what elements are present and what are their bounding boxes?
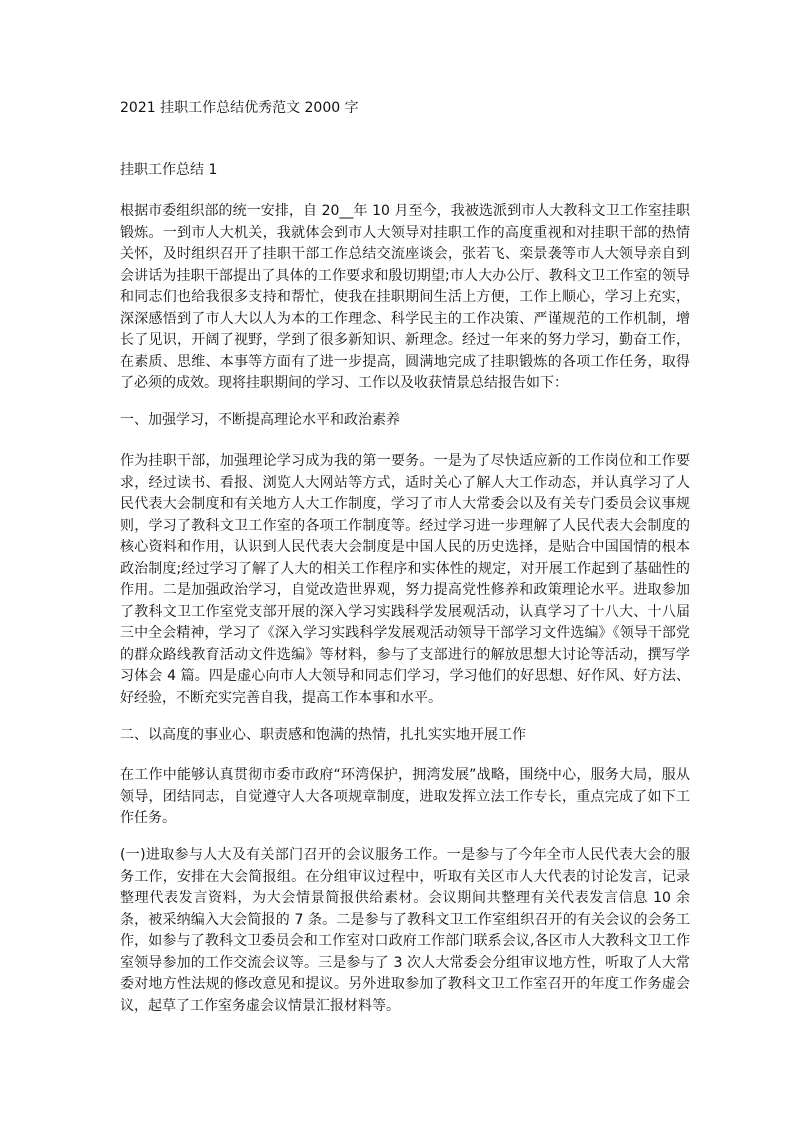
document-title: 2021 挂职工作总结优秀范文 2000 字 xyxy=(120,100,359,116)
paragraph-study: 作为挂职干部，加强理论学习成为我的第一要务。一是为了尽快适应新的工作岗位和工作要求，经过读书、看报、浏览人大网站等方式，适时关心了解人大工作动态，并认真学习了人民代表大会制度和有关地方人大工作制度，学习了市人大常委会以及有关专门委员会议事规则，学习了教科文卫工作室的各项工作制度等。经过学习进一步理解了人民代表大会制度的核心资料和作用，认识到人民代表大会制度是中国人民的历史选择，是贴合中国国情的根本政治制度;经过学习了解了人大的相关工作程序和实体性的规定，对开展工作起到了基础性的作用。二是加强政治学习，自觉改造世界观，努力提高党性修养和政策理论水平。进取参加了教科文卫工作室党支部开展的深入学习实践科学发展观活动，认真学习了十八大、十八届三中全会精神，学习了《深入学习实践科学发展观活动领导干部学习文件选编》《领导干部党的群众路线教育活动文件选编》等材料，参与了支部进行的解放思想大讨论等活动，撰写学习体会 4 篇。四是虚心向市人大领导和同志们学习，学习他们的好思想、好作风、好方法、好经验，不断充实完善自我，提高工作本事和水平。 xyxy=(120,453,690,706)
paragraph-intro: 根据市委组织部的统一安排，自 20__年 10 月至今，我被选派到市人大教科文卫工作室挂职锻炼。一到市人大机关，我就体会到市人大领导对挂职工作的高度重视和对挂职干部的热情关怀，及时组织召开了挂职干部工作总结交流座谈会，张若飞、栾景袭等市人大领导亲自到会讲话为挂职干部提出了具体的工作要求和殷切期望;市人大办公厅、教科文卫工作室的领导和同志们也给我很多支持和帮忙，使我在挂职期间生活上方便，工作上顺心，学习上充实，深深感悟到了市人大以人为本的工作理念、科学民主的工作决策、严谨规范的工作机制，增长了见识，开阔了视野，学到了很多新知识、新理念。经过一年来的努力学习，勤奋工作，在素质、思维、本事等方面有了进一步提高，圆满地完成了挂职锻炼的各项工作任务，取得了必须的成效。现将挂职期间的学习、工作以及收获情景总结报告如下： xyxy=(120,203,690,391)
paragraph-meeting-service: (一)进取参与人大及有关部门召开的会议服务工作。一是参与了今年全市人民代表大会的服务工作，安排在大会简报组。在分组审议过程中，听取有关区市人大代表的讨论发言，记录整理代表发言资料，为大会情景简报供给素材。会议期间共整理有关代表发言信息 10 余条，被采纳编入大会简报的 7 条。二是参与了教科文卫工作室组织召开的有关会议的会务工作，如参与了教科文卫委员会和工作室对口政府工作部门联系会议,各区市人大教科文卫工作室领导参加的工作交流会议等。三是参与了 3 次人大常委会分组审议地方性，听取了人大常委对地方性法规的修改意见和提议。另外进取参加了教科文卫工作室召开的年度工作务虚会议，起草了工作室务虚会议情景汇报材料等。 xyxy=(120,847,690,1014)
section-heading-1: 一、加强学习，不断提高理论水平和政治素养 xyxy=(120,412,400,428)
section-heading-2: 二、以高度的事业心、职责感和饱满的热情，扎扎实实地开展工作 xyxy=(120,727,526,743)
section-title: 挂职工作总结 1 xyxy=(120,162,218,178)
paragraph-work-intro: 在工作中能够认真贯彻市委市政府“环湾保护，拥湾发展”战略，围绕中心，服务大局，服从领导，团结同志，自觉遵守人大各项规章制度，进取发挥立法工作专长，重点完成了如下工作任务。 xyxy=(120,767,690,826)
